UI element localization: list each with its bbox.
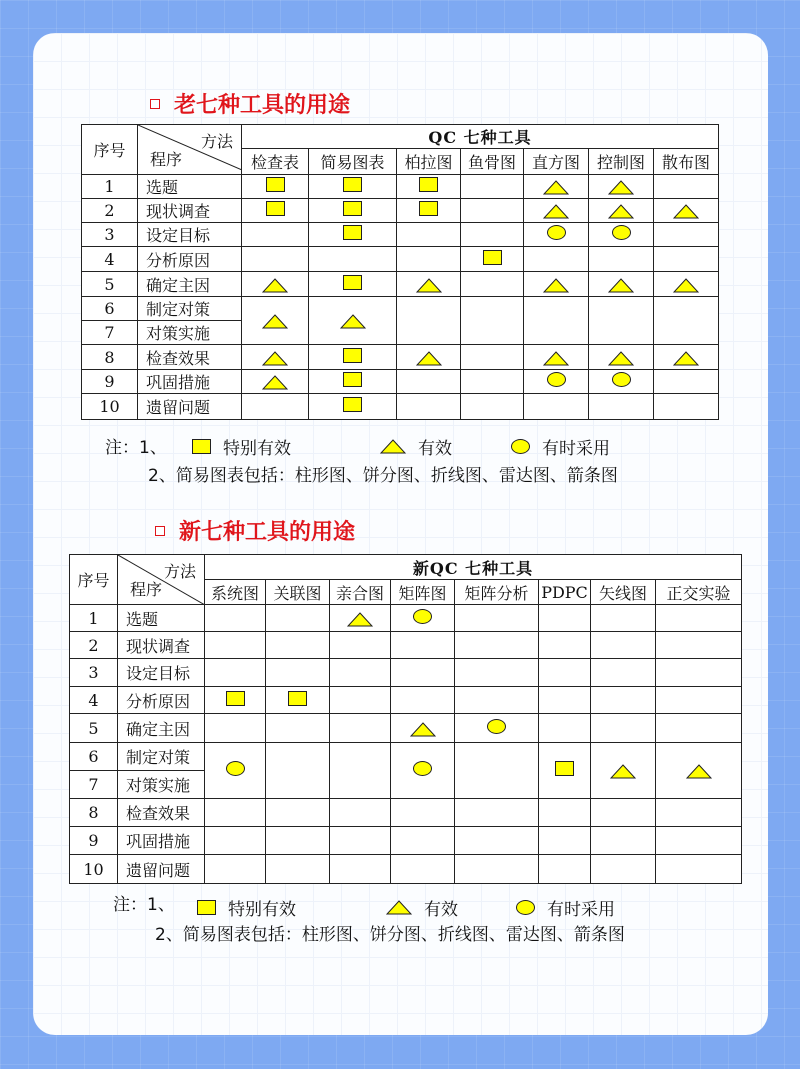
mark-cell bbox=[654, 297, 719, 345]
mark-cell bbox=[266, 605, 330, 632]
new-tools-table bbox=[69, 554, 742, 884]
triangle-icon bbox=[262, 278, 288, 293]
mark-cell bbox=[656, 855, 742, 884]
circle-icon bbox=[413, 761, 432, 776]
procedure-step: 选题 bbox=[138, 175, 242, 199]
mark-cell bbox=[309, 370, 397, 394]
mark-cell bbox=[330, 632, 391, 659]
table-row bbox=[82, 370, 719, 394]
table-row bbox=[70, 799, 742, 827]
tool-header: 矩阵分析 bbox=[455, 580, 539, 605]
mark-cell bbox=[461, 370, 524, 394]
mark-cell bbox=[242, 297, 309, 345]
mark-cell bbox=[205, 632, 266, 659]
old-tools-title: 老七种工具的用途 bbox=[174, 93, 351, 118]
mark-cell bbox=[242, 199, 309, 223]
square-icon bbox=[343, 201, 362, 216]
old-note-label: 注：1、 bbox=[105, 438, 167, 458]
mark-cell bbox=[205, 827, 266, 855]
row-number: 7 bbox=[82, 321, 138, 345]
mark-cell bbox=[391, 687, 455, 714]
mark-cell bbox=[654, 272, 719, 297]
procedure-step: 遗留问题 bbox=[118, 855, 205, 884]
method-procedure-corner bbox=[138, 125, 242, 175]
mark-cell bbox=[309, 199, 397, 223]
row-number: 9 bbox=[82, 370, 138, 394]
tools-caption: 新QC 七种工具 bbox=[205, 555, 742, 580]
mark-cell bbox=[455, 632, 539, 659]
procedure-step: 制定对策 bbox=[138, 297, 242, 321]
seq-header: 序号 bbox=[70, 555, 118, 605]
tool-header: 亲合图 bbox=[330, 580, 391, 605]
tool-header: 柏拉图 bbox=[397, 149, 461, 175]
mark-cell bbox=[461, 345, 524, 370]
row-number: 1 bbox=[70, 605, 118, 632]
mark-cell bbox=[461, 247, 524, 272]
mark-cell bbox=[461, 297, 524, 345]
mark-cell bbox=[397, 272, 461, 297]
procedure-step: 设定目标 bbox=[118, 659, 205, 687]
mark-cell bbox=[330, 687, 391, 714]
new-tools-title: 新七种工具的用途 bbox=[179, 520, 356, 545]
table-row bbox=[70, 855, 742, 884]
mark-cell bbox=[309, 394, 397, 420]
mark-cell bbox=[266, 659, 330, 687]
mark-cell bbox=[266, 687, 330, 714]
row-number: 10 bbox=[82, 394, 138, 420]
method-label: 方法 bbox=[200, 132, 233, 151]
mark-cell bbox=[589, 199, 654, 223]
mark-cell bbox=[539, 632, 591, 659]
table-row bbox=[82, 199, 719, 223]
row-number: 3 bbox=[82, 223, 138, 247]
tool-header: 控制图 bbox=[589, 149, 654, 175]
procedure-step: 现状调查 bbox=[118, 632, 205, 659]
mark-cell bbox=[461, 175, 524, 199]
mark-cell bbox=[591, 714, 656, 743]
square-icon bbox=[419, 177, 438, 192]
old-legend-square bbox=[192, 434, 291, 459]
circle-icon bbox=[516, 900, 535, 915]
mark-cell bbox=[455, 799, 539, 827]
new-note-label: 注：1、 bbox=[113, 895, 175, 915]
mark-cell bbox=[391, 659, 455, 687]
mark-cell bbox=[524, 394, 589, 420]
tool-header: 正交实验 bbox=[656, 580, 742, 605]
procedure-label: 程序 bbox=[130, 580, 163, 599]
row-number: 9 bbox=[70, 827, 118, 855]
mark-cell bbox=[330, 659, 391, 687]
triangle-icon bbox=[608, 278, 634, 293]
triangle-icon bbox=[347, 612, 373, 627]
old-tools-table bbox=[81, 124, 719, 420]
mark-cell bbox=[654, 394, 719, 420]
mark-cell bbox=[242, 272, 309, 297]
seq-header: 序号 bbox=[82, 125, 138, 175]
procedure-step: 确定主因 bbox=[118, 714, 205, 743]
table-row bbox=[70, 714, 742, 743]
legend-label: 特别有效 bbox=[228, 900, 296, 920]
triangle-icon bbox=[340, 314, 366, 329]
legend-label: 特别有效 bbox=[223, 439, 291, 459]
mark-cell bbox=[330, 799, 391, 827]
checkbox-bullet-icon bbox=[150, 99, 160, 109]
mark-cell bbox=[656, 632, 742, 659]
mark-cell bbox=[524, 297, 589, 345]
mark-cell bbox=[461, 394, 524, 420]
mark-cell bbox=[591, 827, 656, 855]
circle-icon bbox=[487, 719, 506, 734]
mark-cell bbox=[656, 659, 742, 687]
mark-cell bbox=[524, 272, 589, 297]
mark-cell bbox=[330, 714, 391, 743]
table-row bbox=[82, 272, 719, 297]
legend-label: 有时采用 bbox=[542, 439, 610, 459]
legend-label: 有时采用 bbox=[547, 900, 615, 920]
row-number: 8 bbox=[82, 345, 138, 370]
procedure-step: 巩固措施 bbox=[118, 827, 205, 855]
mark-cell bbox=[455, 743, 539, 799]
mark-cell bbox=[309, 345, 397, 370]
old-note-2: 2、简易图表包括：柱形图、饼分图、折线图、雷达图、箭条图 bbox=[148, 466, 618, 486]
tool-header: 矢线图 bbox=[591, 580, 656, 605]
mark-cell bbox=[242, 370, 309, 394]
row-number: 6 bbox=[70, 743, 118, 771]
row-number: 2 bbox=[70, 632, 118, 659]
mark-cell bbox=[539, 827, 591, 855]
row-number: 7 bbox=[70, 771, 118, 799]
mark-cell bbox=[589, 175, 654, 199]
table-row bbox=[82, 297, 719, 321]
row-number: 1 bbox=[82, 175, 138, 199]
old-tools-heading bbox=[150, 88, 350, 119]
mark-cell bbox=[524, 370, 589, 394]
procedure-step: 分析原因 bbox=[138, 247, 242, 272]
square-icon bbox=[288, 691, 307, 706]
mark-cell bbox=[539, 659, 591, 687]
triangle-icon bbox=[610, 764, 636, 779]
triangle-icon bbox=[543, 278, 569, 293]
method-procedure-corner bbox=[118, 555, 205, 605]
mark-cell bbox=[539, 687, 591, 714]
mark-cell bbox=[397, 199, 461, 223]
procedure-step: 设定目标 bbox=[138, 223, 242, 247]
triangle-icon bbox=[608, 180, 634, 195]
square-icon bbox=[343, 177, 362, 192]
procedure-step: 检查效果 bbox=[118, 799, 205, 827]
table-row bbox=[70, 659, 742, 687]
mark-cell bbox=[455, 659, 539, 687]
mark-cell bbox=[461, 272, 524, 297]
square-icon bbox=[419, 201, 438, 216]
mark-cell bbox=[524, 223, 589, 247]
mark-cell bbox=[656, 827, 742, 855]
tool-header: 系统图 bbox=[205, 580, 266, 605]
procedure-label: 程序 bbox=[150, 150, 183, 169]
mark-cell bbox=[539, 605, 591, 632]
mark-cell bbox=[524, 175, 589, 199]
triangle-icon bbox=[416, 351, 442, 366]
new-legend-square bbox=[197, 895, 296, 920]
mark-cell bbox=[397, 175, 461, 199]
mark-cell bbox=[391, 632, 455, 659]
table-row bbox=[70, 632, 742, 659]
row-number: 8 bbox=[70, 799, 118, 827]
mark-cell bbox=[589, 297, 654, 345]
mark-cell bbox=[654, 247, 719, 272]
mark-cell bbox=[242, 175, 309, 199]
circle-icon bbox=[226, 761, 245, 776]
mark-cell bbox=[589, 223, 654, 247]
mark-cell bbox=[539, 855, 591, 884]
triangle-icon bbox=[608, 351, 634, 366]
triangle-icon bbox=[262, 351, 288, 366]
square-icon bbox=[343, 275, 362, 290]
procedure-step: 确定主因 bbox=[138, 272, 242, 297]
mark-cell bbox=[455, 714, 539, 743]
old-legend-triangle bbox=[380, 434, 452, 459]
old-legend-circle bbox=[511, 434, 610, 459]
mark-cell bbox=[391, 855, 455, 884]
table-row bbox=[82, 247, 719, 272]
mark-cell bbox=[330, 605, 391, 632]
mark-cell bbox=[461, 223, 524, 247]
square-icon bbox=[483, 250, 502, 265]
mark-cell bbox=[205, 605, 266, 632]
table-row bbox=[70, 743, 742, 771]
mark-cell bbox=[656, 743, 742, 799]
table-row bbox=[82, 394, 719, 420]
square-icon bbox=[343, 225, 362, 240]
mark-cell bbox=[455, 855, 539, 884]
mark-cell bbox=[330, 743, 391, 799]
triangle-icon bbox=[262, 314, 288, 329]
mark-cell bbox=[589, 370, 654, 394]
mark-cell bbox=[589, 345, 654, 370]
mark-cell bbox=[309, 223, 397, 247]
mark-cell bbox=[589, 247, 654, 272]
legend-label: 有效 bbox=[418, 439, 452, 459]
row-number: 10 bbox=[70, 855, 118, 884]
procedure-step: 制定对策 bbox=[118, 743, 205, 771]
mark-cell bbox=[455, 827, 539, 855]
triangle-icon bbox=[673, 278, 699, 293]
mark-cell bbox=[656, 714, 742, 743]
mark-cell bbox=[242, 345, 309, 370]
mark-cell bbox=[591, 743, 656, 799]
mark-cell bbox=[656, 799, 742, 827]
tool-header: 鱼骨图 bbox=[461, 149, 524, 175]
mark-cell bbox=[524, 345, 589, 370]
mark-cell bbox=[591, 659, 656, 687]
square-icon bbox=[192, 439, 211, 454]
table-row bbox=[70, 605, 742, 632]
procedure-step: 现状调查 bbox=[138, 199, 242, 223]
mark-cell bbox=[205, 714, 266, 743]
mark-cell bbox=[654, 175, 719, 199]
tool-header: 关联图 bbox=[266, 580, 330, 605]
mark-cell bbox=[539, 743, 591, 799]
mark-cell bbox=[589, 272, 654, 297]
mark-cell bbox=[591, 799, 656, 827]
method-label: 方法 bbox=[163, 562, 196, 581]
triangle-icon bbox=[608, 204, 634, 219]
tools-caption: QC 七种工具 bbox=[242, 125, 719, 149]
mark-cell bbox=[205, 743, 266, 799]
mark-cell bbox=[391, 714, 455, 743]
mark-cell bbox=[205, 687, 266, 714]
mark-cell bbox=[397, 247, 461, 272]
row-number: 3 bbox=[70, 659, 118, 687]
square-icon bbox=[343, 397, 362, 412]
mark-cell bbox=[524, 199, 589, 223]
mark-cell bbox=[654, 199, 719, 223]
square-icon bbox=[343, 348, 362, 363]
mark-cell bbox=[654, 370, 719, 394]
tool-header: 矩阵图 bbox=[391, 580, 455, 605]
mark-cell bbox=[524, 247, 589, 272]
triangle-icon bbox=[410, 722, 436, 737]
triangle-icon bbox=[262, 375, 288, 390]
square-icon bbox=[343, 372, 362, 387]
mark-cell bbox=[589, 394, 654, 420]
tool-header: 检查表 bbox=[242, 149, 309, 175]
table-row bbox=[70, 687, 742, 714]
procedure-step: 遗留问题 bbox=[138, 394, 242, 420]
mark-cell bbox=[539, 799, 591, 827]
mark-cell bbox=[309, 175, 397, 199]
mark-cell bbox=[266, 827, 330, 855]
mark-cell bbox=[266, 855, 330, 884]
square-icon bbox=[226, 691, 245, 706]
circle-icon bbox=[547, 225, 566, 240]
mark-cell bbox=[391, 799, 455, 827]
new-legend-triangle bbox=[386, 895, 458, 920]
tool-header: 直方图 bbox=[524, 149, 589, 175]
triangle-icon bbox=[386, 900, 412, 915]
mark-cell bbox=[539, 714, 591, 743]
triangle-icon bbox=[543, 351, 569, 366]
new-legend-circle bbox=[516, 895, 615, 920]
mark-cell bbox=[309, 247, 397, 272]
mark-cell bbox=[591, 632, 656, 659]
mark-cell bbox=[266, 799, 330, 827]
table-row bbox=[70, 827, 742, 855]
table-row bbox=[82, 175, 719, 199]
mark-cell bbox=[455, 605, 539, 632]
procedure-step: 巩固措施 bbox=[138, 370, 242, 394]
mark-cell bbox=[242, 394, 309, 420]
mark-cell bbox=[656, 687, 742, 714]
new-tools-heading bbox=[155, 515, 355, 546]
mark-cell bbox=[654, 223, 719, 247]
triangle-icon bbox=[686, 764, 712, 779]
checkbox-bullet-icon bbox=[155, 526, 165, 536]
table-row bbox=[82, 345, 719, 370]
mark-cell bbox=[266, 632, 330, 659]
mark-cell bbox=[391, 743, 455, 799]
new-note-2: 2、简易图表包括：柱形图、饼分图、折线图、雷达图、箭条图 bbox=[155, 925, 625, 945]
row-number: 6 bbox=[82, 297, 138, 321]
tool-header: 散布图 bbox=[654, 149, 719, 175]
square-icon bbox=[266, 177, 285, 192]
square-icon bbox=[555, 761, 574, 776]
procedure-step: 对策实施 bbox=[138, 321, 242, 345]
mark-cell bbox=[205, 855, 266, 884]
circle-icon bbox=[511, 439, 530, 454]
row-number: 2 bbox=[82, 199, 138, 223]
mark-cell bbox=[391, 605, 455, 632]
mark-cell bbox=[591, 605, 656, 632]
mark-cell bbox=[654, 345, 719, 370]
mark-cell bbox=[330, 827, 391, 855]
square-icon bbox=[266, 201, 285, 216]
mark-cell bbox=[397, 297, 461, 345]
mark-cell bbox=[309, 272, 397, 297]
triangle-icon bbox=[673, 204, 699, 219]
mark-cell bbox=[242, 223, 309, 247]
procedure-step: 对策实施 bbox=[118, 771, 205, 799]
mark-cell bbox=[656, 605, 742, 632]
legend-label: 有效 bbox=[424, 900, 458, 920]
circle-icon bbox=[612, 372, 631, 387]
mark-cell bbox=[397, 394, 461, 420]
mark-cell bbox=[242, 247, 309, 272]
mark-cell bbox=[330, 855, 391, 884]
mark-cell bbox=[591, 687, 656, 714]
mark-cell bbox=[266, 714, 330, 743]
mark-cell bbox=[461, 199, 524, 223]
circle-icon bbox=[413, 609, 432, 624]
procedure-step: 检查效果 bbox=[138, 345, 242, 370]
tool-header: 简易图表 bbox=[309, 149, 397, 175]
circle-icon bbox=[547, 372, 566, 387]
mark-cell bbox=[309, 297, 397, 345]
triangle-icon bbox=[416, 278, 442, 293]
mark-cell bbox=[397, 345, 461, 370]
mark-cell bbox=[205, 659, 266, 687]
mark-cell bbox=[397, 370, 461, 394]
triangle-icon bbox=[673, 351, 699, 366]
circle-icon bbox=[612, 225, 631, 240]
procedure-step: 分析原因 bbox=[118, 687, 205, 714]
triangle-icon bbox=[543, 180, 569, 195]
mark-cell bbox=[397, 223, 461, 247]
row-number: 4 bbox=[70, 687, 118, 714]
row-number: 5 bbox=[70, 714, 118, 743]
triangle-icon bbox=[543, 204, 569, 219]
table-row bbox=[82, 223, 719, 247]
procedure-step: 选题 bbox=[118, 605, 205, 632]
tool-header: PDPC bbox=[539, 580, 591, 605]
mark-cell bbox=[591, 855, 656, 884]
row-number: 5 bbox=[82, 272, 138, 297]
square-icon bbox=[197, 900, 216, 915]
mark-cell bbox=[205, 799, 266, 827]
triangle-icon bbox=[380, 439, 406, 454]
mark-cell bbox=[391, 827, 455, 855]
mark-cell bbox=[455, 687, 539, 714]
mark-cell bbox=[266, 743, 330, 799]
row-number: 4 bbox=[82, 247, 138, 272]
